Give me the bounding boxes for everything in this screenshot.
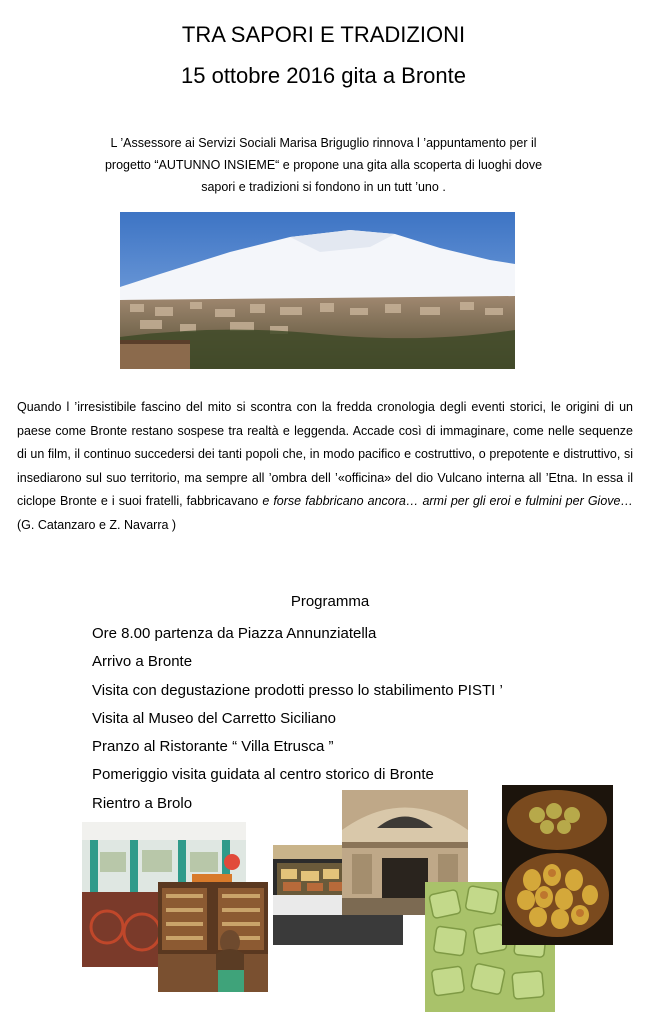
programme-item: Arrivo a Bronte — [92, 653, 193, 671]
page-subtitle: 15 ottobre 2016 gita a Bronte — [181, 63, 466, 88]
programme-list — [92, 620, 503, 818]
etna-panorama-photo — [120, 212, 515, 369]
programme-title: Programma — [290, 593, 370, 610]
programme-item: Rientro a Brolo — [92, 794, 193, 812]
intro-line: progetto “AUTUNNO INSIEME“ e propone una gita alla scoperta di luoghi dove — [104, 158, 543, 172]
story-paragraph — [17, 396, 633, 537]
programme-item: Ore 8.00 partenza da Piazza Annunziatella — [92, 625, 377, 642]
prickly-pear-basket-photo — [502, 785, 613, 945]
programme-item: Pranzo al Ristorante “ Villa Etrusca ” — [92, 738, 334, 756]
intro-paragraph — [60, 132, 587, 198]
story-italic-quote: e forse fabbricano ancora… armi per gli eroi e fulmini per Giove… — [262, 494, 633, 508]
programme-item: Pomeriggio visita guidata al centro storico di Bronte — [92, 766, 434, 784]
page-title: TRA SAPORI E TRADIZIONI — [181, 22, 466, 47]
programme-item: Visita al Museo del Carretto Siciliano — [92, 709, 337, 727]
intro-line: L ’Assessore ai Servizi Sociali Marisa Briguglio rinnova l ’appuntamento per il — [110, 136, 537, 150]
library-bust-photo — [158, 882, 268, 992]
programme-item: Visita con degustazione prodotti presso lo stabilimento PISTI ’ — [92, 681, 503, 699]
story-citation: (G. Catanzaro e Z. Navarra ) — [17, 517, 177, 532]
intro-line: sapori e tradizioni si fondono in un tutt ’uno . — [201, 180, 446, 194]
story-text: Quando l ’irresistibile fascino del mito si scontra con la fredda cronologia degli eventi storici, le origini di un paese come Bronte restano sospese tra realtà e leggenda. Accade così di immaginare, come nelle sequenze di un film, il continuo succedersi dei tanti popoli che, in modo pacifico e costruttivo, o prepotente e distruttivo, si insediarono sul suo territorio, ma sempre all ’ombra dell ’«officina» del dio Vulcano interna all ’Etna. In essa il ciclope Bronte e i suoi fratelli, fabbricavano — [17, 400, 633, 508]
